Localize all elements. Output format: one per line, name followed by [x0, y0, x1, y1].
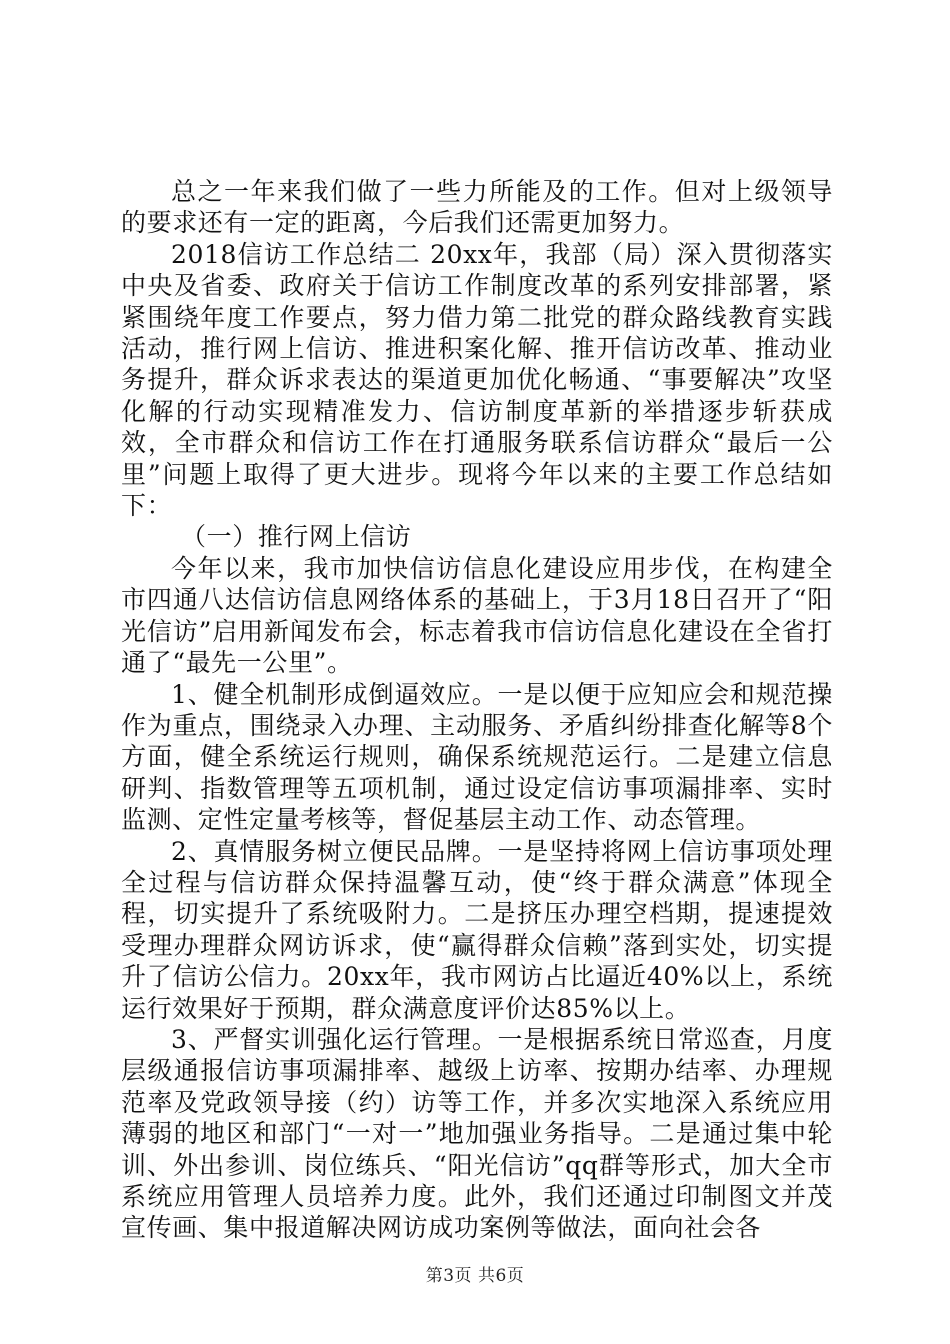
page-footer: 第3页 共6页: [425, 1266, 525, 1286]
document-body: [121, 176, 833, 1244]
section-heading-online-petition: （一）推行网上信访: [181, 522, 412, 552]
paragraph-item-3: 3、严督实训强化运行管理。一是根据系统日常巡查，月度层级通报信访事项漏排率、越级上访率、按期办结率、办理规范率及党政领导接（约）访等工作，并多次实地深入系统应用薄弱的地区和部门“一对一”地加强业务指导。二是通过集中轮训、外出参训、岗位练兵、“阳光信访”qq群等形式，加大全市系统应用管理人员培养力度。此外，我们还通过印制图文并茂宣传画、集中报道解决网访成功案例等做法，面向社会各: [121, 1024, 833, 1243]
paragraph-item-1: 1、健全机制形成倒逼效应。一是以便于应知应会和规范操作为重点，围绕录入办理、主动服务、矛盾纠纷排查化解等8个方面，健全系统运行规则，确保系统规范运行。二是建立信息研判、指数管理等五项机制，通过设定信访事项漏排率、实时监测、定性定量考核等，督促基层主动工作、动态管理。: [121, 679, 833, 835]
paragraph-conclusion: 总之一年来我们做了一些力所能及的工作。但对上级领导的要求还有一定的距离，今后我们还需更加努力。: [121, 177, 833, 238]
paragraph-item-2: 2、真情服务树立便民品牌。一是坚持将网上信访事项处理全过程与信访群众保持温馨互动，使“终于群众满意”体现全程，切实提升了系统吸附力。二是挤压办理空档期，提速提效受理办理群众网访诉求，使“赢得群众信赖”落到实处，切实提升了信访公信力。20xx年，我市网访占比逼近40%以上，系统运行效果好于预期，群众满意度评价达85%以上。: [121, 836, 833, 1023]
paragraph-online-petition: 今年以来，我市加快信访信息化建设应用步伐，在构建全市四通八达信访信息网络体系的基础上，于3月18日召开了“阳光信访”启用新闻发布会，标志着我市信访信息化建设在全省打通了“最先一公里”。: [121, 553, 833, 678]
paragraph-summary-intro: 2018信访工作总结二 20xx年，我部（局）深入贯彻落实中央及省委、政府关于信访工作制度改革的系列安排部署，紧紧围绕年度工作要点，努力借力第二批党的群众路线教育实践活动，推行网上信访、推进积案化解、推开信访改革、推动业务提升，群众诉求表达的渠道更加优化畅通、“事要解决”攻坚化解的行动实现精准发力、信访制度革新的举措逐步斩获成效，全市群众和信访工作在打通服务联系信访群众“最后一公里”问题上取得了更大进步。现将今年以来的主要工作总结如下：: [121, 239, 833, 521]
